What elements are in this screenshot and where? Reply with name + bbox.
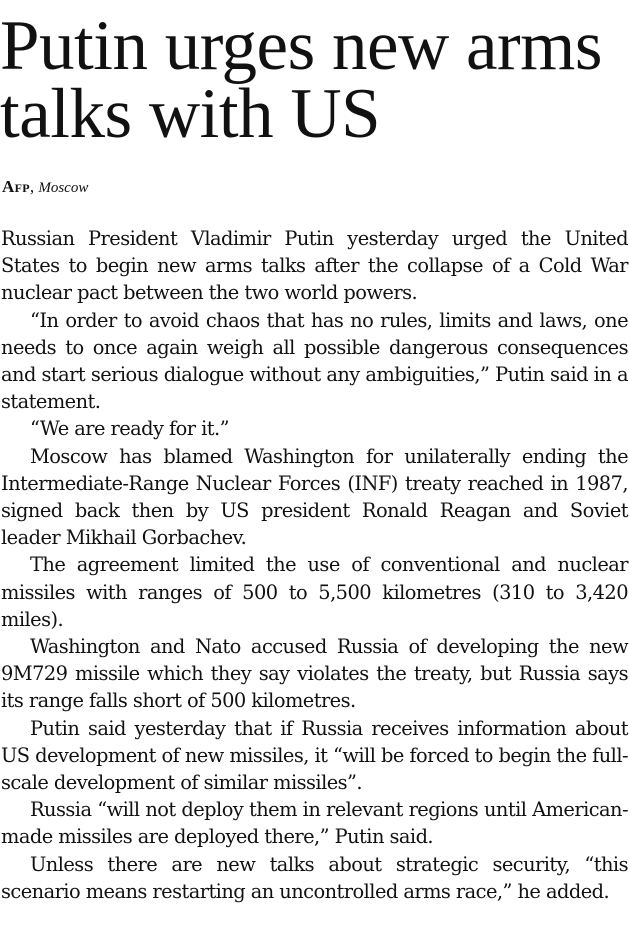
article-dateline <box>2 176 88 199</box>
dateline-separator: , <box>29 177 35 196</box>
article-headline: Putin urges new arms talks with US <box>0 7 602 153</box>
dateline-place: Moscow <box>38 180 89 196</box>
article-body <box>1 225 628 905</box>
article-paragraph: Moscow has blamed Washington for unilaterally ending the Intermediate-Range Nuclear Forces (INF) treaty reached in 1987, signed back then by US president Ronald Reagan and Soviet leader Mikhail Gorbachev. <box>1 444 628 550</box>
article-paragraph: Russian President Vladimir Putin yesterday urged the United States to begin new arms talks after the collapse of a Cold War nuclear pact between the two world powers. <box>1 227 628 305</box>
article-paragraph: Putin said yesterday that if Russia receives information about US development of new missiles, it “will be forced to begin the full-scale development of similar missiles”. <box>1 716 628 795</box>
article-paragraph: Washington and Nato accused Russia of developing the new 9M729 missile which they say violates the treaty, but Russia says its range falls short of 500 kilometres. <box>1 635 628 713</box>
article-paragraph: Unless there are new talks about strategic security, “this scenario means restarting an uncontrolled arms race,” he added. <box>1 852 628 903</box>
news-agency: Afp <box>2 177 30 196</box>
article-paragraph: “In order to avoid chaos that has no rules, limits and laws, one needs to once again weigh all possible dangerous consequences and start serious dialogue without any ambiguities,” Putin said in a statement. <box>1 308 628 414</box>
article-paragraph: “We are ready for it.” <box>30 417 230 441</box>
article-paragraph: Russia “will not deploy them in relevant regions until American-made missiles are deployed there,” Putin said. <box>1 798 628 849</box>
article-paragraph: The agreement limited the use of conventional and nuclear missiles with ranges of 500 to 5,500 kilometres (310 to 3,420 miles). <box>1 553 628 631</box>
